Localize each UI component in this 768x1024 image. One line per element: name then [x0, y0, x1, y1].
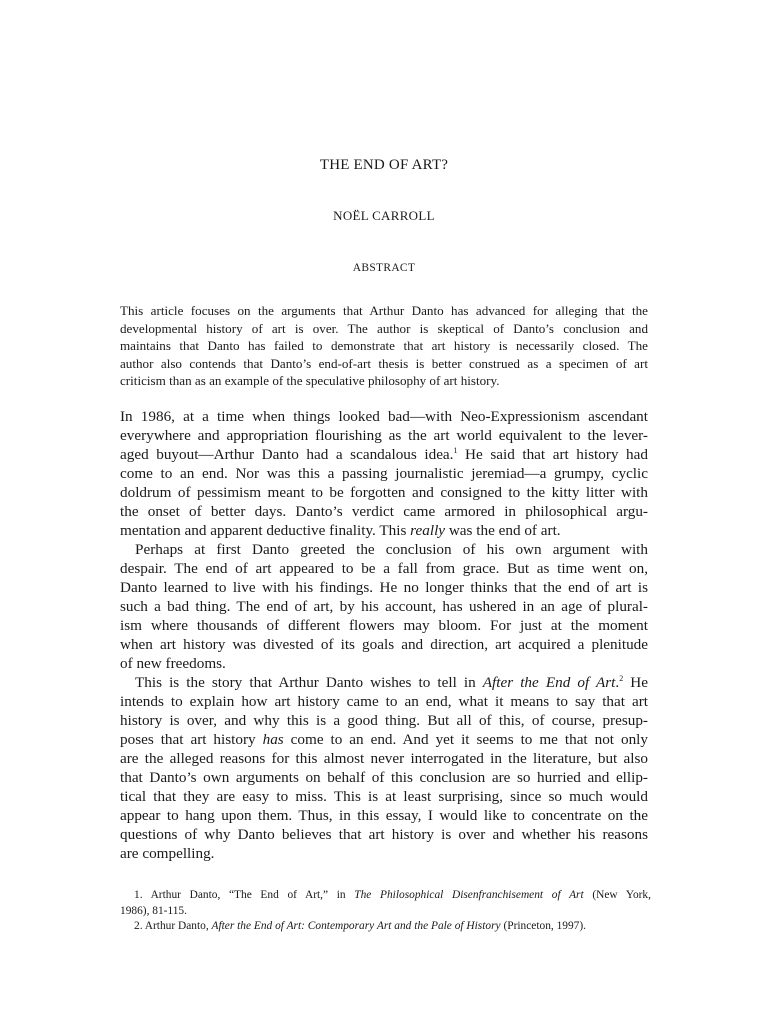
body-line: [120, 730, 648, 749]
author-name: NOËL CARROLL: [333, 208, 435, 223]
body-text: mentation and apparent deductive finality. This: [120, 522, 411, 539]
body-text: aged buyout—Arthur Danto had a scandalous idea.: [120, 446, 454, 463]
body-line: everywhere and appropriation flourishing as the art world equivalent to the lever-: [120, 427, 648, 444]
body-line: appear to hang upon them. Thus, in this essay, I would like to concentrate on the: [120, 807, 648, 824]
footnote-book-title: The Philosophical Disenfranchisement of Art: [354, 889, 584, 901]
body-line: In 1986, at a time when things looked bad—with Neo-Expressionism ascendant: [120, 408, 648, 425]
body-line: history is over, and why this is a good thing. But all of this, of course, presup-: [120, 712, 648, 729]
article-body: [120, 407, 648, 863]
footnote-ref-1: 1: [453, 446, 458, 455]
body-line: [120, 445, 648, 464]
body-text: .: [615, 674, 620, 691]
body-line: despair. The end of art appeared to be a fall from grace. But as time went on,: [120, 560, 648, 577]
body-line: intends to explain how art history came to an end, what it means to say that art: [120, 693, 648, 710]
body-text: He said that art history had: [457, 446, 648, 463]
footnote-1-continued: 1986), 81-115.: [120, 904, 187, 917]
abstract-line: This article focuses on the arguments that Arthur Danto has advanced for alleging that the: [120, 303, 648, 318]
body-line: are the alleged reasons for this almost never interrogated in the literature, but also: [120, 750, 648, 767]
body-text: come to an end. And yet it seems to me that not only: [283, 731, 648, 748]
body-line: such a bad thing. The end of art, by his account, has ushered in an age of plural-: [120, 598, 648, 615]
abstract-line: developmental history of art is over. The author is skeptical of Danto’s conclusion and: [120, 320, 648, 336]
body-line: come to an end. Nor was this a passing journalistic jeremiad—a grumpy, cyclic: [120, 465, 648, 482]
body-line: doldrum of pessimism meant to be forgotten and consigned to the kitty litter with: [120, 484, 648, 501]
footnote-2: [120, 919, 651, 935]
body-line: the onset of better days. Danto’s verdict came armored in philosophical argu-: [120, 503, 648, 520]
footnote-text: (Princeton, 1997).: [500, 920, 587, 932]
footnote-1: [120, 888, 651, 904]
footnote-ref-2: 2: [619, 674, 624, 683]
body-text: He: [623, 674, 648, 691]
body-text: This is the story that Arthur Danto wishes to tell in: [135, 674, 483, 691]
footnote-text: 2. Arthur Danto,: [134, 920, 212, 932]
body-line: [120, 521, 648, 540]
body-line: questions of why Danto believes that art history is over and whether his reasons: [120, 826, 648, 843]
body-line: when art history was divested of its goals and direction, art acquired a plenitude: [120, 636, 648, 653]
body-text: was the end of art.: [445, 522, 561, 539]
footnote-text: 1. Arthur Danto, “The End of Art,” in: [134, 889, 355, 901]
body-line: ism where thousands of different flowers may bloom. For just at the moment: [120, 617, 648, 634]
abstract-text: [120, 302, 648, 390]
book-title: After the End of Art: [482, 674, 616, 691]
emphasis-text: really: [410, 522, 446, 539]
body-line: that Danto’s own arguments on behalf of this conclusion are so hurried and ellip-: [120, 769, 648, 786]
abstract-heading: ABSTRACT: [352, 262, 416, 274]
abstract-line: author also contends that Danto’s end-of-art thesis is better construed as a specimen of art: [120, 355, 648, 371]
abstract-line: criticism than as an example of the speculative philosophy of art history.: [120, 373, 500, 388]
emphasis-text: has: [262, 731, 284, 748]
body-line: are compelling.: [120, 845, 215, 862]
abstract-line: maintains that Danto has failed to demonstrate that art history is necessarily closed. The: [120, 338, 648, 353]
footnote-book-title: After the End of Art: Contemporary Art and the Pale of History: [211, 920, 501, 932]
body-line: Danto learned to live with his findings. He no longer thinks that the end of art is: [120, 579, 648, 596]
body-line: of new freedoms.: [120, 655, 226, 672]
body-line: tical that they are easy to miss. This is at least surprising, since so much would: [120, 788, 648, 805]
article-title: THE END OF ART?: [319, 157, 449, 173]
footnote-text: (New York,: [583, 889, 651, 901]
body-line: [120, 673, 648, 692]
body-line: Perhaps at first Danto greeted the conclusion of his own argument with: [135, 541, 648, 558]
body-text: poses that art history: [120, 731, 263, 748]
footnotes: [120, 888, 651, 935]
